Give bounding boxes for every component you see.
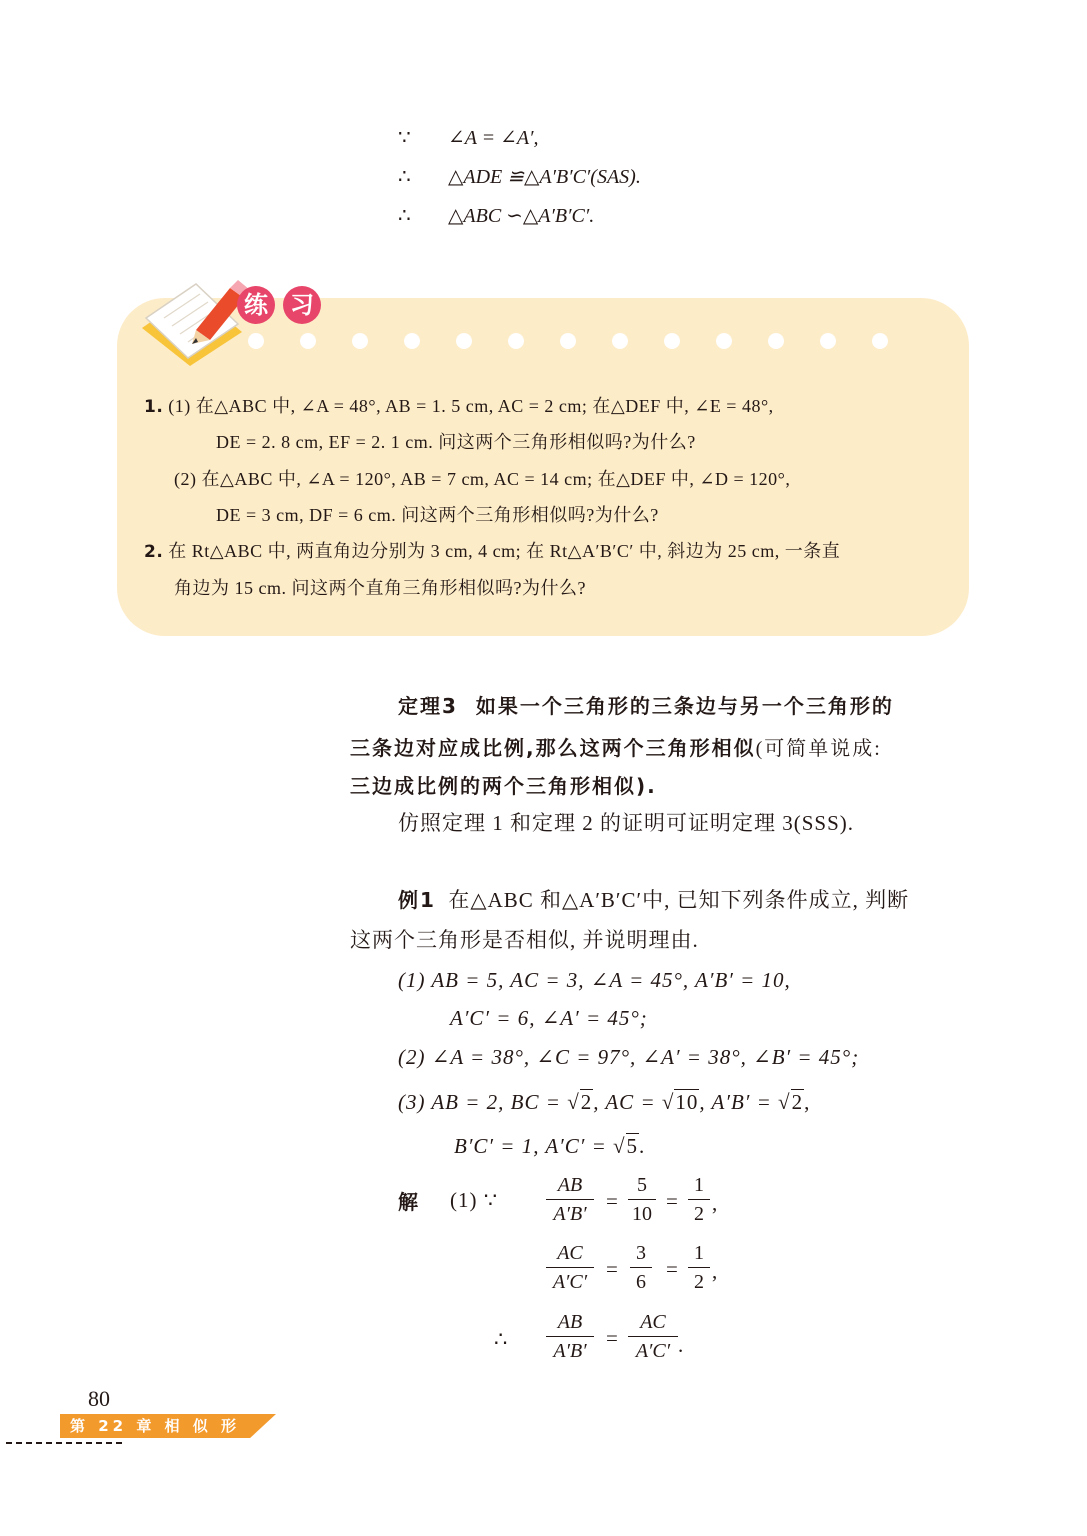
question-number: 2. — [144, 542, 164, 562]
exercise-2-line-2 — [174, 576, 586, 600]
question-text: (2) 在△ABC 中, ∠A = 120°, AB = 7 cm, AC = 14 cm; 在△DEF 中, ∠D = 120°, — [174, 469, 791, 489]
proof-statement: ∠A = ∠A′, — [448, 127, 539, 149]
numerator: AC — [557, 1242, 583, 1264]
theorem-3-line-3 — [350, 770, 657, 799]
example-1-line-2 — [350, 925, 699, 955]
theorem-3-line-2 — [350, 732, 882, 761]
sqrt-value: 5 — [626, 1134, 639, 1158]
condition-1-line-2 — [450, 1003, 648, 1033]
page-number: 80 — [88, 1386, 110, 1411]
numerator: 1 — [694, 1242, 704, 1264]
fraction-ac-over-apcp — [546, 1240, 594, 1295]
numerator: 3 — [636, 1242, 646, 1264]
exercise-1-part-2-line-1 — [174, 467, 790, 491]
sqrt-value: 2 — [791, 1090, 804, 1114]
theorem-text: 三条边对应成比例,那么这两个三角形相似 — [350, 736, 756, 760]
condition-text: , A′B′ = — [699, 1090, 779, 1114]
numerator: AB — [557, 1311, 583, 1333]
example-text: 这两个三角形是否相似, 并说明理由. — [350, 928, 699, 952]
exercise-title-char-2: 习 — [283, 286, 321, 324]
fraction-1-over-2 — [688, 1172, 710, 1227]
example-1-line-1 — [398, 885, 909, 915]
condition-text: , — [804, 1090, 811, 1114]
numerator: AB — [557, 1174, 583, 1196]
denominator: 10 — [632, 1203, 652, 1225]
theorem-text: 如果一个三角形的三条边与另一个三角形的 — [475, 694, 894, 718]
condition-text: (2) ∠A = 38°, ∠C = 97°, ∠A′ = 38°, ∠B′ = 45°; — [398, 1045, 860, 1069]
equals-sign: = — [606, 1189, 619, 1213]
solution-part-1: (1) ∵ — [450, 1188, 499, 1212]
numerator: 5 — [637, 1174, 647, 1196]
condition-text: A′C′ = 6, ∠A′ = 45°; — [450, 1006, 648, 1030]
exercise-1-part-1-line-1 — [144, 394, 774, 419]
equals-sign: = — [606, 1326, 619, 1350]
question-text: 在 Rt△ABC 中, 两直角边分别为 3 cm, 4 cm; 在 Rt△A′B′C′ 中, 斜边为 25 cm, 一条直 — [168, 541, 841, 561]
denominator: A′C′ — [552, 1271, 588, 1293]
condition-text: (3) AB = 2, BC = — [398, 1090, 568, 1114]
therefore-symbol: ∴ — [398, 205, 411, 227]
condition-3-line-2: B′C′ = 1, A′C′ = √5. — [454, 1134, 646, 1158]
theorem-note: (可简单说成: — [755, 738, 882, 760]
therefore-symbol: ∴ — [398, 166, 411, 188]
denominator: 6 — [636, 1271, 646, 1293]
comma: , — [712, 1259, 719, 1283]
theorem-3-line-1 — [398, 690, 894, 719]
numerator: 1 — [694, 1174, 704, 1196]
condition-2 — [398, 1042, 859, 1072]
fraction-ab-over-apbp — [546, 1309, 594, 1364]
question-text: 角边为 15 cm. 问这两个直角三角形相似吗?为什么? — [174, 578, 586, 598]
pencil-paper-icon — [134, 278, 254, 368]
proof-statement: △ABC ∽△A′B′C′. — [448, 205, 595, 227]
denominator: A′B′ — [553, 1340, 587, 1362]
denominator: 2 — [694, 1203, 704, 1225]
because-symbol: ∵ — [398, 127, 411, 149]
chapter-title: 第 22 章 相 似 形 — [70, 1417, 240, 1435]
proof-note — [398, 808, 854, 838]
example-label: 例1 — [398, 888, 436, 912]
comma: , — [712, 1191, 719, 1215]
solution-label: 解 — [398, 1190, 420, 1214]
condition-text: B′C′ = 1, A′C′ = — [454, 1134, 614, 1158]
sqrt-value: 10 — [675, 1090, 699, 1114]
equals-sign: = — [666, 1189, 679, 1213]
denominator: 2 — [694, 1271, 704, 1293]
proof-line-3 — [398, 202, 594, 230]
footer-dashed-rule — [6, 1442, 122, 1444]
equals-sign: = — [666, 1257, 679, 1281]
fraction-ab-over-apbp — [546, 1172, 594, 1227]
question-number: 1. — [144, 397, 164, 417]
question-text: DE = 3 cm, DF = 6 cm. 问这两个三角形相似吗?为什么? — [216, 505, 659, 525]
condition-1-line-1 — [398, 965, 791, 995]
period: . — [678, 1333, 685, 1357]
proof-note-text: 仿照定理 1 和定理 2 的证明可证明定理 3(SSS). — [398, 811, 855, 835]
numerator: AC — [640, 1311, 666, 1333]
fraction-3-over-6 — [630, 1240, 652, 1295]
theorem-label: 定理3 — [398, 694, 458, 718]
example-text: 在△ABC 和△A′B′C′中, 已知下列条件成立, 判断 — [448, 888, 910, 912]
question-text: DE = 2. 8 cm, EF = 2. 1 cm. 问这两个三角形相似吗?为什么? — [216, 432, 696, 452]
condition-text: (1) AB = 5, AC = 3, ∠A = 45°, A′B′ = 10, — [398, 968, 791, 992]
equals-sign: = — [606, 1257, 619, 1281]
fraction-ac-over-apcp — [628, 1309, 678, 1364]
denominator: A′C′ — [635, 1340, 671, 1362]
theorem-text: 三边成比例的两个三角形相似). — [350, 774, 657, 798]
fraction-1-over-2 — [688, 1240, 710, 1295]
proof-statement: △ADE ≌△A′B′C′(SAS). — [448, 166, 641, 188]
exercise-2-line-1 — [144, 539, 840, 564]
exercise-title-char-1: 练 — [237, 286, 275, 324]
proof-line-1 — [398, 124, 538, 152]
therefore-symbol: ∴ — [494, 1327, 509, 1351]
proof-line-2 — [398, 163, 641, 191]
condition-text: , AC = — [593, 1090, 662, 1114]
exercise-1-part-2-line-2 — [216, 503, 659, 527]
fraction-5-over-10 — [628, 1172, 656, 1227]
denominator: A′B′ — [553, 1203, 587, 1225]
condition-text: . — [639, 1134, 646, 1158]
question-text: (1) 在△ABC 中, ∠A = 48°, AB = 1. 5 cm, AC = 2 cm; 在△DEF 中, ∠E = 48°, — [168, 396, 774, 416]
exercise-1-part-1-line-2 — [216, 430, 696, 454]
sqrt-value: 2 — [580, 1090, 593, 1114]
condition-3-line-1: (3) AB = 2, BC = √2, AC = √10, A′B′ = √2, — [398, 1090, 811, 1114]
